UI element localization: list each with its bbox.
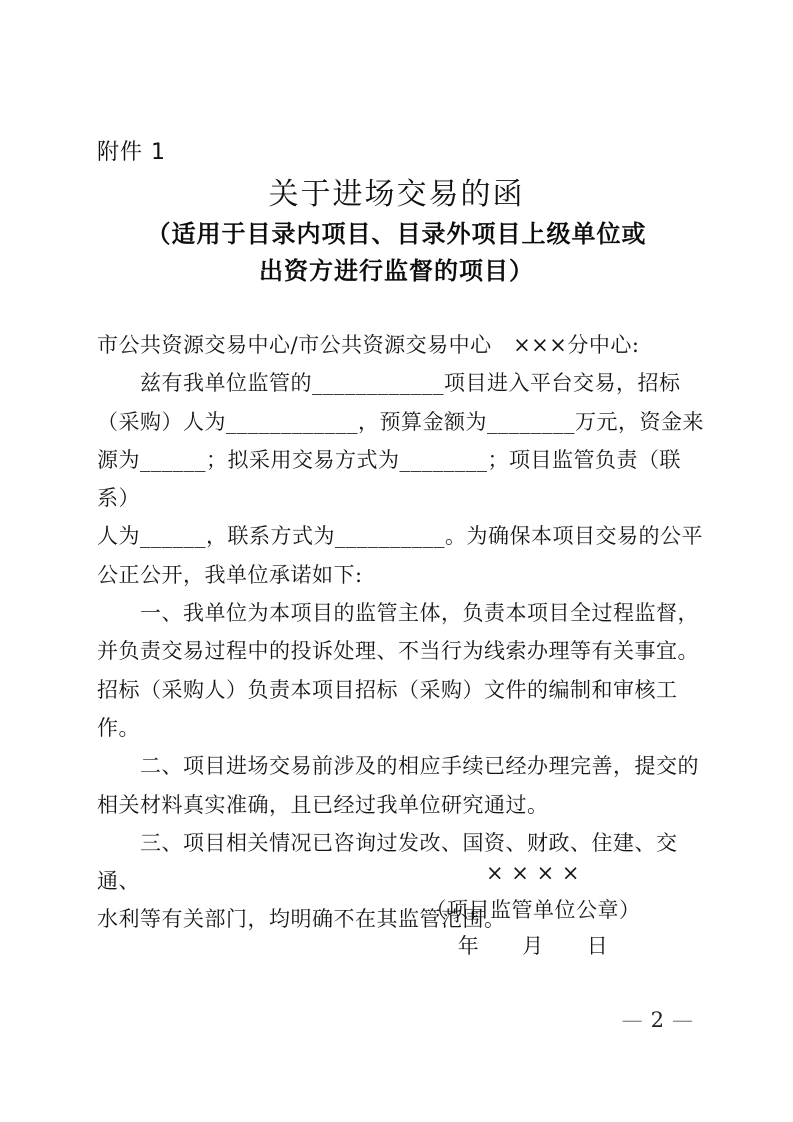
body-line: 公正公开，我单位承诺如下: bbox=[97, 562, 363, 587]
body-line-item-three: 三、项目相关情况已咨询过发改、国资、财政、住建、交通、 bbox=[97, 830, 678, 894]
body-line-item-two: 二、项目进场交易前涉及的相应手续已经办理完善，提交的 bbox=[97, 754, 699, 779]
date-line: 年 月 日 bbox=[457, 934, 609, 958]
attachment-label: 附件 1 bbox=[97, 140, 166, 165]
body-line-item-one: 一、我单位为本项目的监管主体，负责本项目全过程监督， bbox=[97, 601, 699, 626]
body-line: 并负责交易过程中的投诉处理、不当行为线索办理等有关事宜。 bbox=[97, 639, 699, 664]
body-line: 源为______；拟采用交易方式为________；项目监管负责（联系） bbox=[97, 447, 681, 511]
footer-dash-left: — bbox=[621, 1008, 643, 1032]
subtitle-line: 出资方进行监督的项目） bbox=[259, 256, 534, 285]
body-line: 招标（采购人）负责本项目招标（采购）文件的编制和审核工作。 bbox=[97, 677, 678, 740]
body-line: 人为______，联系方式为__________。为确保本项目交易的公平 bbox=[97, 524, 703, 549]
salutation-line: 市公共资源交易中心/市公共资源交易中心 ×××分中心: bbox=[97, 333, 640, 357]
signature-block bbox=[408, 855, 658, 965]
body-line: 相关材料真实准确，且已经过我单位研究通过。 bbox=[97, 792, 549, 817]
body-line: 水利等有关部门，均明确不在其监管范围。 bbox=[97, 907, 506, 932]
page-number: 2 bbox=[650, 1008, 664, 1032]
body-line: （采购）人为____________，预算金额为________万元，资金来 bbox=[97, 409, 704, 434]
seal-note: （项目监管单位公章） bbox=[425, 897, 641, 922]
footer-dash-right: — bbox=[672, 1008, 693, 1032]
subtitle-line: （适用于目录内项目、目录外项目上级单位或 bbox=[146, 219, 647, 248]
body-line: 兹有我单位监管的____________项目进入平台交易，招标 bbox=[97, 371, 681, 396]
document-body bbox=[97, 326, 709, 939]
signer-placeholder: × × × × bbox=[486, 861, 580, 885]
document-title: 关于进场交易的函 bbox=[268, 177, 525, 212]
document-subtitle bbox=[0, 215, 793, 289]
page-footer bbox=[617, 1008, 698, 1032]
